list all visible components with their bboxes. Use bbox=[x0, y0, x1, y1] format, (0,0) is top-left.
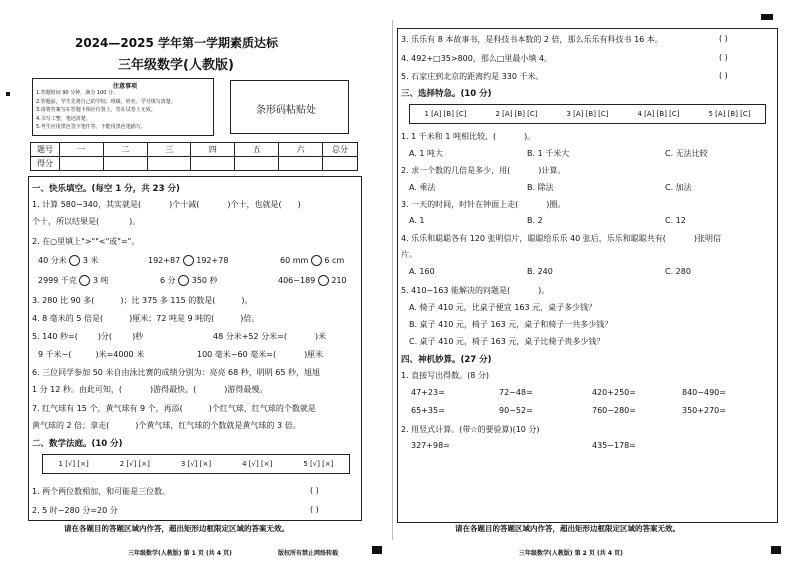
text: 2. 求一个数的几倍是多少，用( bbox=[401, 166, 511, 175]
notice-item: 1.答题时间 90 分钟，满分 100 分。 bbox=[36, 90, 119, 96]
text: 1. 1 千米和 1 吨相比较，( bbox=[401, 132, 497, 141]
answer-paren[interactable]: ( ) bbox=[310, 505, 319, 514]
s1-q5-line1b bbox=[213, 331, 326, 342]
page-right bbox=[397, 0, 794, 561]
page-footer: 三年级数学(人教版) 第 2 页 (共 4 页) bbox=[519, 550, 623, 557]
choice-answer-row bbox=[409, 104, 766, 124]
choice-option[interactable]: C. 桌子 410 元，椅子 163 元，桌子比椅子贵多少钱？ bbox=[409, 337, 605, 346]
section2-title: 二、数学法庭。(10 分) bbox=[32, 439, 123, 449]
page-divider bbox=[392, 20, 393, 540]
text: )。 bbox=[524, 132, 536, 141]
vertical-calc-item: 435−178= bbox=[592, 441, 636, 450]
text: 黄气球的 2 倍；拿走( bbox=[32, 421, 110, 430]
choice-answer-option[interactable]: 2 [A] [B] [C] bbox=[495, 110, 538, 118]
circle-blank[interactable] bbox=[178, 275, 189, 286]
compare-item bbox=[280, 255, 344, 266]
score-header-cell: 五 bbox=[235, 143, 279, 157]
exam-year-title: 2024—2025 学年第一学期素质达标 bbox=[75, 36, 278, 50]
answer-paren[interactable]: ( ) bbox=[310, 486, 319, 495]
choice-option[interactable]: C. 12 bbox=[665, 216, 686, 225]
answer-paren[interactable]: ( ) bbox=[719, 34, 728, 43]
notice-box bbox=[32, 78, 214, 136]
s1-q2: 2. 在○里填上">""<"或"="。 bbox=[32, 237, 140, 246]
text: )。 bbox=[129, 217, 141, 226]
text: )个红气球，红气球的个数就是 bbox=[208, 404, 316, 413]
choice-option[interactable]: A. 1 bbox=[409, 216, 425, 225]
text: )游得最慢。 bbox=[224, 385, 268, 394]
text: 4. 8 毫米的 5 倍是( bbox=[32, 314, 104, 323]
score-table-header bbox=[31, 143, 358, 157]
s4-sub2: 2. 用竖式计算。(带☆的要验算)(10 分) bbox=[401, 425, 540, 434]
choice-option[interactable]: B. 240 bbox=[527, 267, 553, 276]
calc-item: 840−490= bbox=[682, 388, 726, 397]
score-cell[interactable] bbox=[323, 157, 358, 171]
text: 3. 一天的时间，时针在钟面上走( bbox=[401, 200, 519, 209]
exam-subject-title: 三年级数学(人教版) bbox=[118, 58, 234, 73]
s3-q5 bbox=[401, 285, 549, 296]
vertical-calc-item: 327+98= bbox=[411, 441, 450, 450]
choice-option[interactable]: C. 280 bbox=[665, 267, 691, 276]
score-header-cell: 二 bbox=[103, 143, 147, 157]
choice-answer-option[interactable]: 4 [A] [B] [C] bbox=[637, 110, 680, 118]
text: )厘米；72 吨是 9 吨的( bbox=[129, 314, 215, 323]
s2-q3: 3. 乐乐有 8 本故事书，是科技书本数的 2 倍，那么乐乐有科技书 16 本。 bbox=[401, 35, 663, 44]
text: 192+78 bbox=[196, 256, 229, 265]
choice-option[interactable]: B. 2 bbox=[527, 216, 543, 225]
choice-option[interactable]: A. 1 吨大 bbox=[409, 149, 444, 158]
text: )。 bbox=[241, 296, 253, 305]
text: )厘米 bbox=[304, 350, 324, 359]
choice-answer-option[interactable]: 1 [A] [B] [C] bbox=[424, 110, 467, 118]
notice-items bbox=[36, 89, 176, 132]
text: )圈。 bbox=[546, 200, 566, 209]
section4-title: 四、神机妙算。(27 分) bbox=[401, 355, 492, 365]
s3-q1 bbox=[401, 131, 535, 142]
compare-item bbox=[38, 255, 98, 266]
boundary-warning: 请在各题目的答题区域内作答，超出矩形边框限定区域的答案无效。 bbox=[64, 524, 289, 533]
circle-blank[interactable] bbox=[79, 275, 90, 286]
score-row-label: 得分 bbox=[31, 157, 60, 171]
notice-item: 4.书写工整，笔迹清楚。 bbox=[36, 115, 91, 122]
text: 9 千米−( bbox=[38, 350, 72, 359]
circle-blank[interactable] bbox=[69, 255, 80, 266]
text: 192+87 bbox=[148, 256, 181, 265]
s1-q7-line1 bbox=[32, 403, 316, 414]
score-header-cell: 六 bbox=[279, 143, 323, 157]
text: 6 分 bbox=[160, 276, 176, 285]
s2-q2: 2. 5 时−280 分=20 分 bbox=[32, 506, 118, 515]
barcode-label: 条形码粘贴处 bbox=[256, 105, 316, 116]
text: )个十，也就是( bbox=[227, 200, 282, 209]
text: 40 分米 bbox=[38, 256, 67, 265]
text: )张明信 bbox=[693, 234, 722, 243]
compare-item bbox=[148, 255, 228, 266]
notice-item: 3.请将答案写在答题卡相应位置上，答在试卷上无效。 bbox=[36, 107, 156, 114]
text: 4. 乐乐和聪聪各有 120 张明信片，聪聪给乐乐 40 张后，乐乐和聪聪共有( bbox=[401, 234, 666, 243]
score-header-cell: 四 bbox=[191, 143, 235, 157]
text: 1 分 12 秒。由此可知，( bbox=[32, 385, 123, 394]
calc-item: 420+250= bbox=[592, 388, 636, 397]
choice-option[interactable]: A. 乘法 bbox=[409, 183, 436, 192]
s3-q4-line2: 片。 bbox=[401, 250, 417, 259]
s2-q5: 5. 石家庄到北京的距离约是 330 千米。 bbox=[401, 72, 544, 81]
judge-answer-option[interactable]: 2 [√] [×] bbox=[119, 460, 150, 468]
circle-blank[interactable] bbox=[183, 255, 194, 266]
choice-answer-option[interactable]: 3 [A] [B] [C] bbox=[566, 110, 609, 118]
choice-option[interactable]: A. 160 bbox=[409, 267, 435, 276]
copyright-footer: 版权所有禁止网络转载 bbox=[278, 550, 339, 557]
score-cell[interactable] bbox=[103, 157, 147, 171]
choice-option[interactable]: B. 1 千米大 bbox=[527, 149, 570, 158]
judge-answer-option[interactable]: 1 [√] [×] bbox=[58, 460, 89, 468]
score-cell[interactable] bbox=[279, 157, 323, 171]
notice-title: 注意事项 bbox=[113, 83, 138, 90]
text: )；比 375 多 115 的数是( bbox=[120, 296, 216, 305]
text: 3 米 bbox=[82, 256, 99, 265]
score-cell[interactable] bbox=[147, 157, 191, 171]
score-table-row bbox=[31, 157, 358, 171]
judge-answer-row bbox=[42, 454, 350, 474]
section3-title: 三、选择特急。(10 分) bbox=[401, 89, 492, 99]
notice-item: 2.答题前，学生先将自己的学校、班级、姓名、学号填写清楚。 bbox=[36, 98, 176, 105]
notice-item: 5.考生应用黑色签字笔作答，不能用黑色笔描写。 bbox=[36, 124, 146, 131]
text: )计算。 bbox=[538, 166, 566, 175]
boundary-warning: 请在各题目的答题区域内作答，超出矩形边框限定区域的答案无效。 bbox=[455, 524, 680, 533]
text: )米=4000 米 bbox=[95, 350, 145, 359]
s3-q4-line1 bbox=[401, 233, 721, 244]
judge-answer-option[interactable]: 5 [√] [×] bbox=[303, 460, 334, 468]
text: )个十减( bbox=[169, 200, 200, 209]
page-footer: 三年级数学(人教版) 第 1 页 (共 4 页) bbox=[128, 550, 232, 557]
text: )米 bbox=[314, 332, 327, 341]
text: )倍。 bbox=[240, 314, 260, 323]
s1-q4 bbox=[32, 313, 259, 324]
text: 6 cm bbox=[324, 256, 345, 265]
text: 48 分米+52 分米=( bbox=[213, 332, 287, 341]
registration-mark bbox=[372, 546, 382, 554]
s1-q3 bbox=[32, 295, 252, 306]
calc-item: 90−52= bbox=[499, 406, 533, 415]
answer-paren[interactable]: ( ) bbox=[719, 71, 728, 80]
answer-paren[interactable]: ( ) bbox=[719, 53, 728, 62]
text: )分( bbox=[97, 332, 113, 341]
text: )个黄气球，红气球的个数就是黄气球的 3 倍。 bbox=[135, 421, 301, 430]
text: 100 毫米−60 毫米=( bbox=[197, 350, 277, 359]
compare-item bbox=[38, 275, 109, 286]
s3-q2 bbox=[401, 165, 565, 176]
s1-q7-line2 bbox=[32, 420, 301, 431]
choice-option[interactable]: C. 加法 bbox=[665, 183, 692, 192]
score-cell[interactable] bbox=[60, 157, 104, 171]
score-header-cell: 题号 bbox=[31, 143, 60, 157]
text: 3. 280 比 90 多( bbox=[32, 296, 95, 305]
s1-q6-line2 bbox=[32, 384, 267, 395]
circle-blank[interactable] bbox=[311, 255, 322, 266]
s1-q5-line2 bbox=[38, 349, 144, 360]
section1-title: 一、快乐填空。(每空 1 分，共 23 分) bbox=[32, 184, 180, 194]
score-header-cell: 一 bbox=[60, 143, 104, 157]
text: 1. 计算 580−340，其实就是( bbox=[32, 200, 142, 209]
text: 350 秒 bbox=[191, 276, 218, 285]
answer-region bbox=[397, 28, 778, 523]
calc-item: 760−280= bbox=[592, 406, 636, 415]
s4-sub1: 1. 直接写出得数。(8 分) bbox=[401, 371, 490, 380]
text: ) bbox=[297, 200, 301, 209]
choice-option[interactable]: B. 桌子 410 元，椅子 163 元，桌子和椅子一共多少钱？ bbox=[409, 320, 613, 329]
choice-option[interactable]: C. 无法比较 bbox=[665, 149, 708, 158]
choice-answer-option[interactable]: 5 [A] [B] [C] bbox=[708, 110, 751, 118]
choice-option[interactable]: B. 除法 bbox=[527, 183, 554, 192]
s2-q4: 4. 492+□35>800，那么□里最小填 4。 bbox=[401, 54, 553, 63]
registration-mark bbox=[6, 92, 10, 96]
calc-item: 47+23= bbox=[411, 388, 445, 397]
text: 个十，所以结果是( bbox=[32, 217, 100, 226]
s1-q1-line1 bbox=[32, 199, 301, 210]
score-cell[interactable] bbox=[191, 157, 235, 171]
choice-option[interactable]: A. 椅子 410 元，比桌子便宜 163 元，桌子多少钱？ bbox=[409, 303, 597, 312]
barcode-box bbox=[230, 80, 349, 134]
s3-q3 bbox=[401, 199, 565, 210]
compare-item bbox=[160, 275, 218, 286]
text: 2999 千克 bbox=[38, 276, 77, 285]
calc-item: 350+270= bbox=[682, 406, 726, 415]
score-table bbox=[30, 142, 358, 171]
registration-mark bbox=[771, 546, 781, 554]
text: 406−189 bbox=[278, 276, 316, 285]
text: )秒 bbox=[132, 332, 144, 341]
text: )。 bbox=[538, 286, 550, 295]
s1-q6-line1: 6. 三位同学参加 50 米自由泳比赛的成绩分别为：亮亮 68 秒，明明 65 秒，旭旭 bbox=[32, 368, 320, 377]
judge-answer-option[interactable]: 4 [√] [×] bbox=[242, 460, 273, 468]
text: 3 吨 bbox=[93, 276, 109, 285]
calc-item: 65+35= bbox=[411, 406, 445, 415]
calc-item: 72−48= bbox=[499, 388, 533, 397]
s1-q1-line2 bbox=[32, 216, 140, 227]
s1-q5-line2b bbox=[197, 349, 323, 360]
s2-q1: 1. 两个两位数相加，和可能是三位数。 bbox=[32, 487, 171, 496]
text: 60 mm bbox=[280, 256, 309, 265]
text: 7. 红气球有 15 个，黄气球有 9 个，再添( bbox=[32, 404, 183, 413]
circle-blank[interactable] bbox=[318, 275, 329, 286]
registration-mark bbox=[761, 14, 773, 20]
text: 5. 410−163 能解决的问题是( bbox=[401, 286, 511, 295]
s1-q5-line1 bbox=[32, 331, 143, 342]
text: 210 bbox=[331, 276, 347, 285]
text: )游得最快，( bbox=[150, 385, 197, 394]
judge-answer-option[interactable]: 3 [√] [×] bbox=[180, 460, 212, 468]
score-header-cell: 总分 bbox=[323, 143, 358, 157]
score-cell[interactable] bbox=[235, 157, 279, 171]
compare-item bbox=[278, 275, 347, 286]
score-header-cell: 三 bbox=[147, 143, 191, 157]
text: 5. 140 秒=( bbox=[32, 332, 78, 341]
